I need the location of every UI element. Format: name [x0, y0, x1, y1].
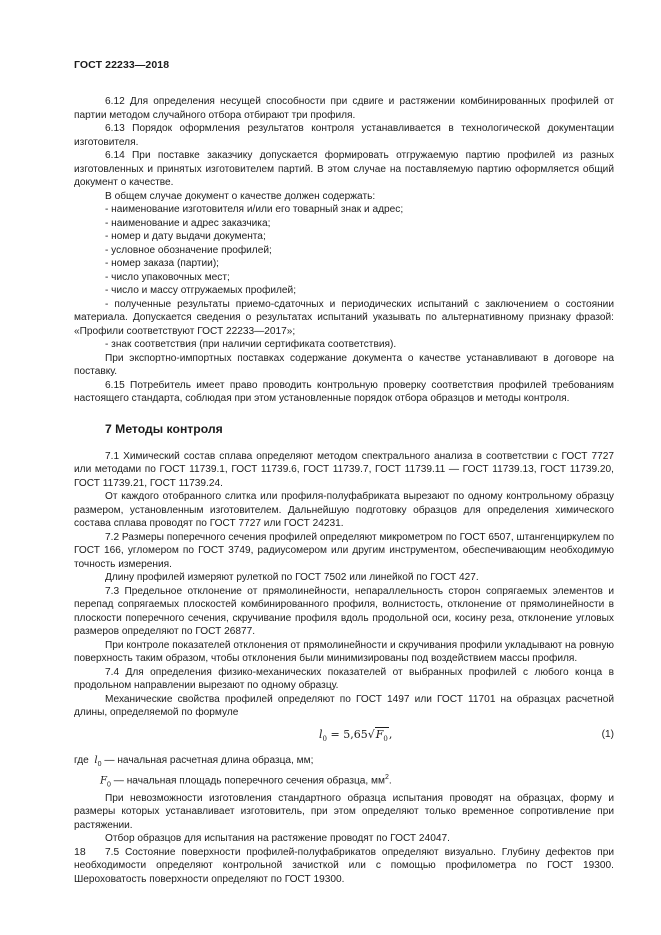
formula-subscript: 0 [322, 734, 327, 743]
list-item: - условное обозначение профилей; [105, 244, 272, 256]
list-item: - номер и дату выдачи документа; [105, 231, 266, 242]
formula-legend-row [74, 771, 614, 792]
paragraph-sampling: От каждого отобранного слитка или профиля-полуфабриката вырезают по одному контрольному образцу размером, установленным изготовителем. Дальнейшую подготовку образцов для определения химического состава сплава проводят по ГОСТ 7727 или ГОСТ 24231. [74, 491, 614, 529]
legend-punctuation: . [388, 775, 392, 787]
list-item: - знак соответствия (при наличии сертификата соответствия). [105, 339, 397, 350]
formula-expression [319, 728, 392, 747]
section-title: 7 Методы контроля [105, 421, 223, 436]
paragraph-6-14: 6.14 При поставке заказчику допускается формировать отгружаемую партию профилей из разных изготовленных и принятых изготовителем партий. В этом случае на поставляемую партию оформляется общий документ о качестве. [74, 150, 614, 188]
sqrt-icon: √ [367, 727, 375, 741]
list-item: - номер заказа (партии); [105, 258, 220, 269]
formula-number: (1) [601, 728, 614, 740]
paragraph-7-1: 7.1 Химический состав сплава определяют методом спектрального анализа в соответствии с ГОСТ 7727 или методами по ГОСТ 11739.1, ГОСТ 11739.6, ГОСТ 11739.7, ГОСТ 11739.11 — ГОСТ 11739.13, ГОСТ 11739.20, ГОСТ 11739.21, ГОСТ 11739.24. [74, 450, 614, 489]
paragraph-6-15: 6.15 Потребитель имеет право проводить контрольную проверку соответствия профилей требованиям настоящего стандарта, соблюдая при этом установленные порядок отбора образцов и методы контроля. [74, 379, 614, 404]
legend-symbol: F [100, 775, 108, 787]
paragraph-length: Длину профилей измеряют рулеткой по ГОСТ 7502 или линейкой по ГОСТ 427. [105, 572, 479, 583]
list-item: - наименование изготовителя и/или его товарный знак и адрес; [105, 204, 404, 215]
page-number: 18 [74, 846, 86, 858]
list-item: - число упаковочных мест; [105, 271, 230, 283]
paragraph-nonstandard: При невозможности изготовления стандартного образца испытания проводят на образцах, форму и размеры которых устанавливает изготовитель, при этом определяют только временное сопротивление при растяжении. [74, 792, 614, 831]
paragraph-6-12: 6.12 Для определения несущей способности при сдвиге и растяжении комбинированных профилей от партии методом случайного отбора отбирают три профиля. [74, 96, 614, 121]
legend-text: — начальная расчетная длина образца, мм; [101, 754, 314, 766]
paragraph-quality-doc-intro: В общем случае документ о качестве должен содержать: [105, 190, 376, 202]
where-word: где [74, 754, 89, 766]
paragraph-7-4: 7.4 Для определения физико-механических показателей от выбранных профилей с любого конца в продольном направлении вырезают по одному образцу. [74, 666, 614, 691]
formula-1 [74, 726, 614, 748]
list-item: - наименование и адрес заказчика; [105, 217, 271, 229]
formula-subscript: 0 [383, 734, 388, 743]
legend-subscript: 0 [107, 781, 111, 789]
list-item: - число и массу отгружаемых профилей; [105, 285, 297, 296]
legend-symbol: l [94, 754, 98, 766]
paragraph-tensile-sampling: Отбор образцов для испытания на растяжение проводят по ГОСТ 24047. [105, 833, 450, 845]
formula-legend-row [74, 754, 614, 772]
document-header: ГОСТ 22233—2018 [74, 59, 170, 71]
paragraph-7-2: 7.2 Размеры поперечного сечения профилей определяют микрометром по ГОСТ 6507, штангенциркулем по ГОСТ 166, угломером по ГОСТ 3749, радиусомером или другим инструментом, обеспечивающим необходимую точность измерения. [74, 531, 614, 570]
paragraph-6-13: 6.13 Порядок оформления результатов контроля устанавливается в технологической документации изготовителя. [74, 123, 614, 148]
paragraph-mechanical: Механические свойства профилей определяют по ГОСТ 1497 или ГОСТ 11701 на образцах расчетной длины, определяемой по формуле [74, 693, 614, 718]
formula-symbol: l [319, 727, 323, 741]
legend-subscript: 0 [97, 760, 102, 768]
legend-text: — начальная площадь поперечного сечения образца, мм [110, 775, 385, 787]
formula-punctuation: , [388, 727, 393, 741]
paragraph-export: При экспортно-импортных поставках содержание документа о качестве устанавливают в договоре на поставку. [74, 352, 614, 377]
paragraph-straightness: При контроле показателей отклонения от прямолинейности и скручивания профили укладывают на ровную поверхность таким образом, чтобы отклонения были минимизированы под воздействием массы профиля. [74, 639, 614, 664]
document-body [74, 95, 614, 886]
formula-coefficient: = 5,65 [327, 727, 368, 741]
legend-superscript: 2 [384, 774, 389, 782]
formula-symbol: F [375, 727, 384, 741]
list-item: - полученные результаты приемо-сдаточных и периодических испытаний с заключением о состоянии материала. Допускается сведения о результатах испытаний указывать по альтернативному признаку фразой: «Профили соответствуют ГОСТ 22233—2017»; [74, 298, 614, 337]
paragraph-7-5: 7.5 Состояние поверхности профилей-полуфабрикатов определяют визуально. Глубину дефектов при необходимости определяют контрольной зачисткой или с помощью профилометра по ГОСТ 19300. Шероховатость поверхности определяют по ГОСТ 19300. [74, 846, 614, 885]
paragraph-7-3: 7.3 Предельное отклонение от прямолинейности, непараллельность сторон сопрягаемых элементов и перепад сопрягаемых плоскостей комбинированного профиля, волнистость, отклонение от прямолинейности в плоскости поперечного сечения, скручивание профиля вдоль продольной оси, косину реза, отклонение угловых размеров определяют по ГОСТ 26877. [74, 585, 614, 637]
formula-radicand [375, 727, 389, 741]
